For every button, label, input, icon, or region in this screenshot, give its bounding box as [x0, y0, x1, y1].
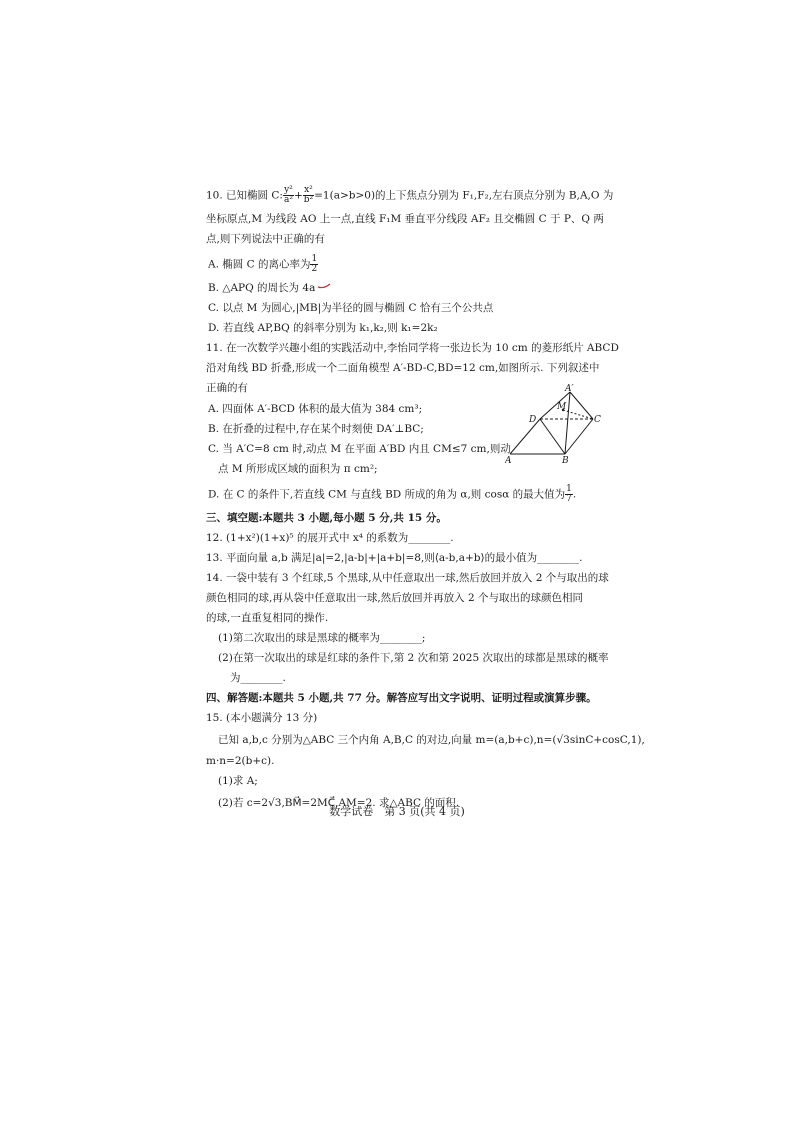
q11-line-3: 正确的有 [206, 382, 248, 395]
q11-option-b: B. 在折叠的过程中,存在某个时刻使 DA′⊥BC; [208, 422, 424, 435]
fraction-y2-a2: $\frac{\text{y²}}{\text{a²}}$ [283, 185, 293, 205]
q10-line-3: 点,则下列说法中正确的有 [206, 233, 325, 246]
section-4-heading: 四、解答题:本题共 5 小题,共 77 分。解答应写出文字说明、证明过程或演算步骤。 [206, 692, 597, 705]
q11-option-c-2: 点 M 所形成区域的面积为 π cm²; [218, 462, 378, 475]
q15-line-2: m·n=2(b+c). [206, 754, 275, 767]
fraction-one-half: $\frac{1}{2}$ [311, 254, 318, 275]
q14-part-2b: 为________. [230, 672, 286, 685]
page-footer: 数学试卷 第 3 页(共 4 页) [329, 805, 465, 818]
q14-part-1: (1)第二次取出的球是黑球的概率为________; [218, 632, 426, 645]
q15-heading: 15. (本小题满分 13 分) [206, 712, 318, 725]
q10-text: 10. 已知椭圆 C: [206, 189, 283, 202]
q14-line-1: 14. 一袋中装有 3 个红球,5 个黑球,从中任意取出一球,然后放回并放入 2 个与取出的球 [206, 571, 609, 584]
q14-line-3: 的球,一直重复相同的操作. [206, 612, 329, 625]
q12: 12. (1+x²)(1+x)⁵ 的展开式中 x⁴ 的系数为________. [206, 531, 454, 544]
q11-option-d: D. 在 C 的条件下,若直线 CM 与直线 BD 所成的角为 α,则 cosα 的最大值为 $\frac{1}{7}$ . [208, 483, 577, 504]
fraction-x2-b2: $\frac{\text{x²}}{\text{b²}}$ [303, 185, 314, 205]
q10-line-2: 坐标原点,M 为线段 AO 上一点,直线 F₁M 垂直平分线段 AF₂ 且交椭圆 C 于 P、Q 两 [206, 213, 604, 225]
q15-part-2: (2)若 c=2√3,BM⃗=2MC⃗,AM=2. 求△ABC 的面积. [218, 796, 460, 809]
q11-line-1: 11. 在一次数学兴趣小组的实践活动中,李怡同学将一张边长为 10 cm 的菱形纸片 ABCD [206, 342, 619, 355]
section-3-heading: 三、填空题:本题共 3 小题,每小题 5 分,共 15 分。 [206, 511, 447, 524]
label-m: M [557, 402, 567, 412]
q14-part-2a: (2)在第一次取出的球是红球的条件下,第 2 次和第 2025 次取出的球都是黑球的概率 [218, 652, 609, 665]
q11-option-c-1: C. 当 A′C=8 cm 时,动点 M 在平面 A′BD 内且 CM≤7 cm,则动 [208, 442, 511, 455]
red-pen-mark [317, 283, 331, 289]
q13: 13. 平面向量 a,b 满足|a|=2,|a-b|+|a+b|=8,则⟨a-b,a+b⟩的最小值为________. [206, 551, 583, 564]
label-d: D [529, 415, 537, 425]
q15-line-1: 已知 a,b,c 分别为△ABC 三个内角 A,B,C 的对边,向量 m=(a,b+c),n=(√3sinC+cosC,1), [218, 734, 645, 747]
q11-line-2: 沿对角线 BD 折叠,形成一个二面角模型 A′-BD-C,BD=12 cm,如图所示. 下列叙述中 [206, 362, 600, 375]
exam-page-content [206, 185, 645, 817]
label-a-prime: A′ [565, 384, 574, 394]
q10-option-b: B. △APQ 的周长为 4a [208, 282, 316, 295]
q10-option-c: C. 以点 M 为圆心,|MB|为半径的圆与椭圆 C 恰有三个公共点 [208, 302, 494, 315]
q10-option-a: A. 椭圆 C 的离心率为 $\frac{1}{2}$ [208, 254, 318, 275]
q10-option-d: D. 若直线 AP,BQ 的斜率分别为 k₁,k₂,则 k₁=2k₂ [208, 322, 438, 335]
q10-line-1: 10. 已知椭圆 C: $\frac{\text{y²}}{\text{a²}}$ + $\frac{\text{x²}}{\text{b²}}$ =1(a>b>0)的上下焦点分别为 F₁,F₂,左右顶点分别为 B,A,O 为 [206, 185, 614, 205]
q15-part-1: (1)求 A; [218, 774, 258, 787]
q14-line-2: 颜色相同的球,再从袋中任意取出一球,然后放回并再放入 2 个与取出的球颜色相同 [206, 592, 584, 604]
label-a: A [505, 456, 512, 464]
folded-rhombus-figure [505, 384, 603, 464]
q11-option-a: A. 四面体 A′-BCD 体积的最大值为 384 cm³; [208, 402, 423, 415]
fraction-one-seventh: $\frac{1}{7}$ [566, 483, 572, 504]
label-b: B [562, 456, 569, 464]
label-c: C [594, 415, 601, 425]
